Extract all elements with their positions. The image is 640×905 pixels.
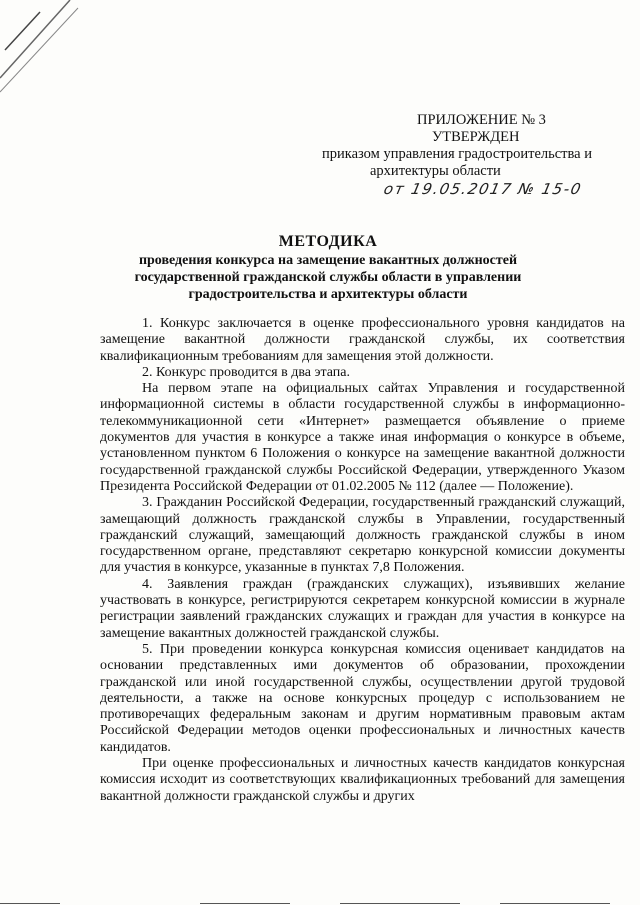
corner-fold-mark <box>0 0 80 100</box>
paragraph-2: 2. Конкурс проводится в два этапа. <box>142 364 351 380</box>
paragraph-1: 1. Конкурс заключается в оценке профессионального уровня кандидатов на замещение вакантной должности гражданской службы, их соответствия квалификационным требованиям для замещения этой должности. <box>100 316 625 364</box>
approved-label: УТВЕРЖДЕН <box>432 129 520 145</box>
document-body <box>100 316 625 805</box>
paragraph-5: 5. При проведении конкурса конкурсная комиссия оценивает кандидатов на основании представленных ими документов об образовании, прохождении гражданской или иной государственной службы, осуществлении другой трудовой деятельности, а также на основе конкурсных процедур с использованием не противоречащих федеральным законам и другим нормативным правовым актам Российской Федерации методов оценки профессиональных и личностных качеств кандидатов. <box>100 641 625 755</box>
appendix-number: ПРИЛОЖЕНИЕ № 3 <box>417 112 546 128</box>
document-title <box>88 232 568 303</box>
paragraph-2-detail: На первом этапе на официальных сайтах Управления и государственной информационной системы в области государственной службы в информационно-телекоммуникационной сети «Интернет» размещается объявление о приеме документов для участия в конкурсе а также иная информация о конкурсе в объеме, установленном пунктом 6 Положения о конкурсе на замещение вакантной должности государственной гражданской службы Российской Федерации, утвержденного Указом Президента Российской Федерации от 01.02.2005 № 112 (далее — Положение). <box>100 381 625 494</box>
order-line-2: архитектуры области <box>370 163 501 179</box>
paragraph-5-detail: При оценке профессиональных и личностных качеств кандидатов конкурсная комиссия исходит из соответствующих квалификационных требований для замещения вакантной должности гражданской службы и других <box>100 756 625 804</box>
title-main: МЕТОДИКА <box>278 233 378 250</box>
paragraph-4: 4. Заявления граждан (гражданских служащих), изъявивших желание участвовать в конкурсе, регистрируются секретарем конкурсной комиссии в журнале регистрации заявлений гражданских служащих и граждан для участия в конкурсе на замещение вакантных должностей гражданской службы. <box>100 576 625 641</box>
handwritten-date: от 19.05.2017 № 15-0 <box>382 180 584 198</box>
order-line-1: приказом управления градостроительства и <box>322 146 592 162</box>
approval-header <box>322 112 622 198</box>
scan-bottom-edge <box>0 901 640 905</box>
title-subtitle: проведения конкурса на замещение вакантных должностей государственной гражданской службы области в управлении градостроительства и архитектуры области <box>134 253 522 302</box>
paragraph-3: 3. Гражданин Российской Федерации, государственный гражданский служащий, замещающий должность гражданской службы в Управлении, государственный гражданский служащий, замещающий должность гражданской службы в ином государственном органе, представляют секретарю конкурсной комиссии документы для участия в конкурсе, указанные в пунктах 7,8 Положения. <box>100 495 625 576</box>
